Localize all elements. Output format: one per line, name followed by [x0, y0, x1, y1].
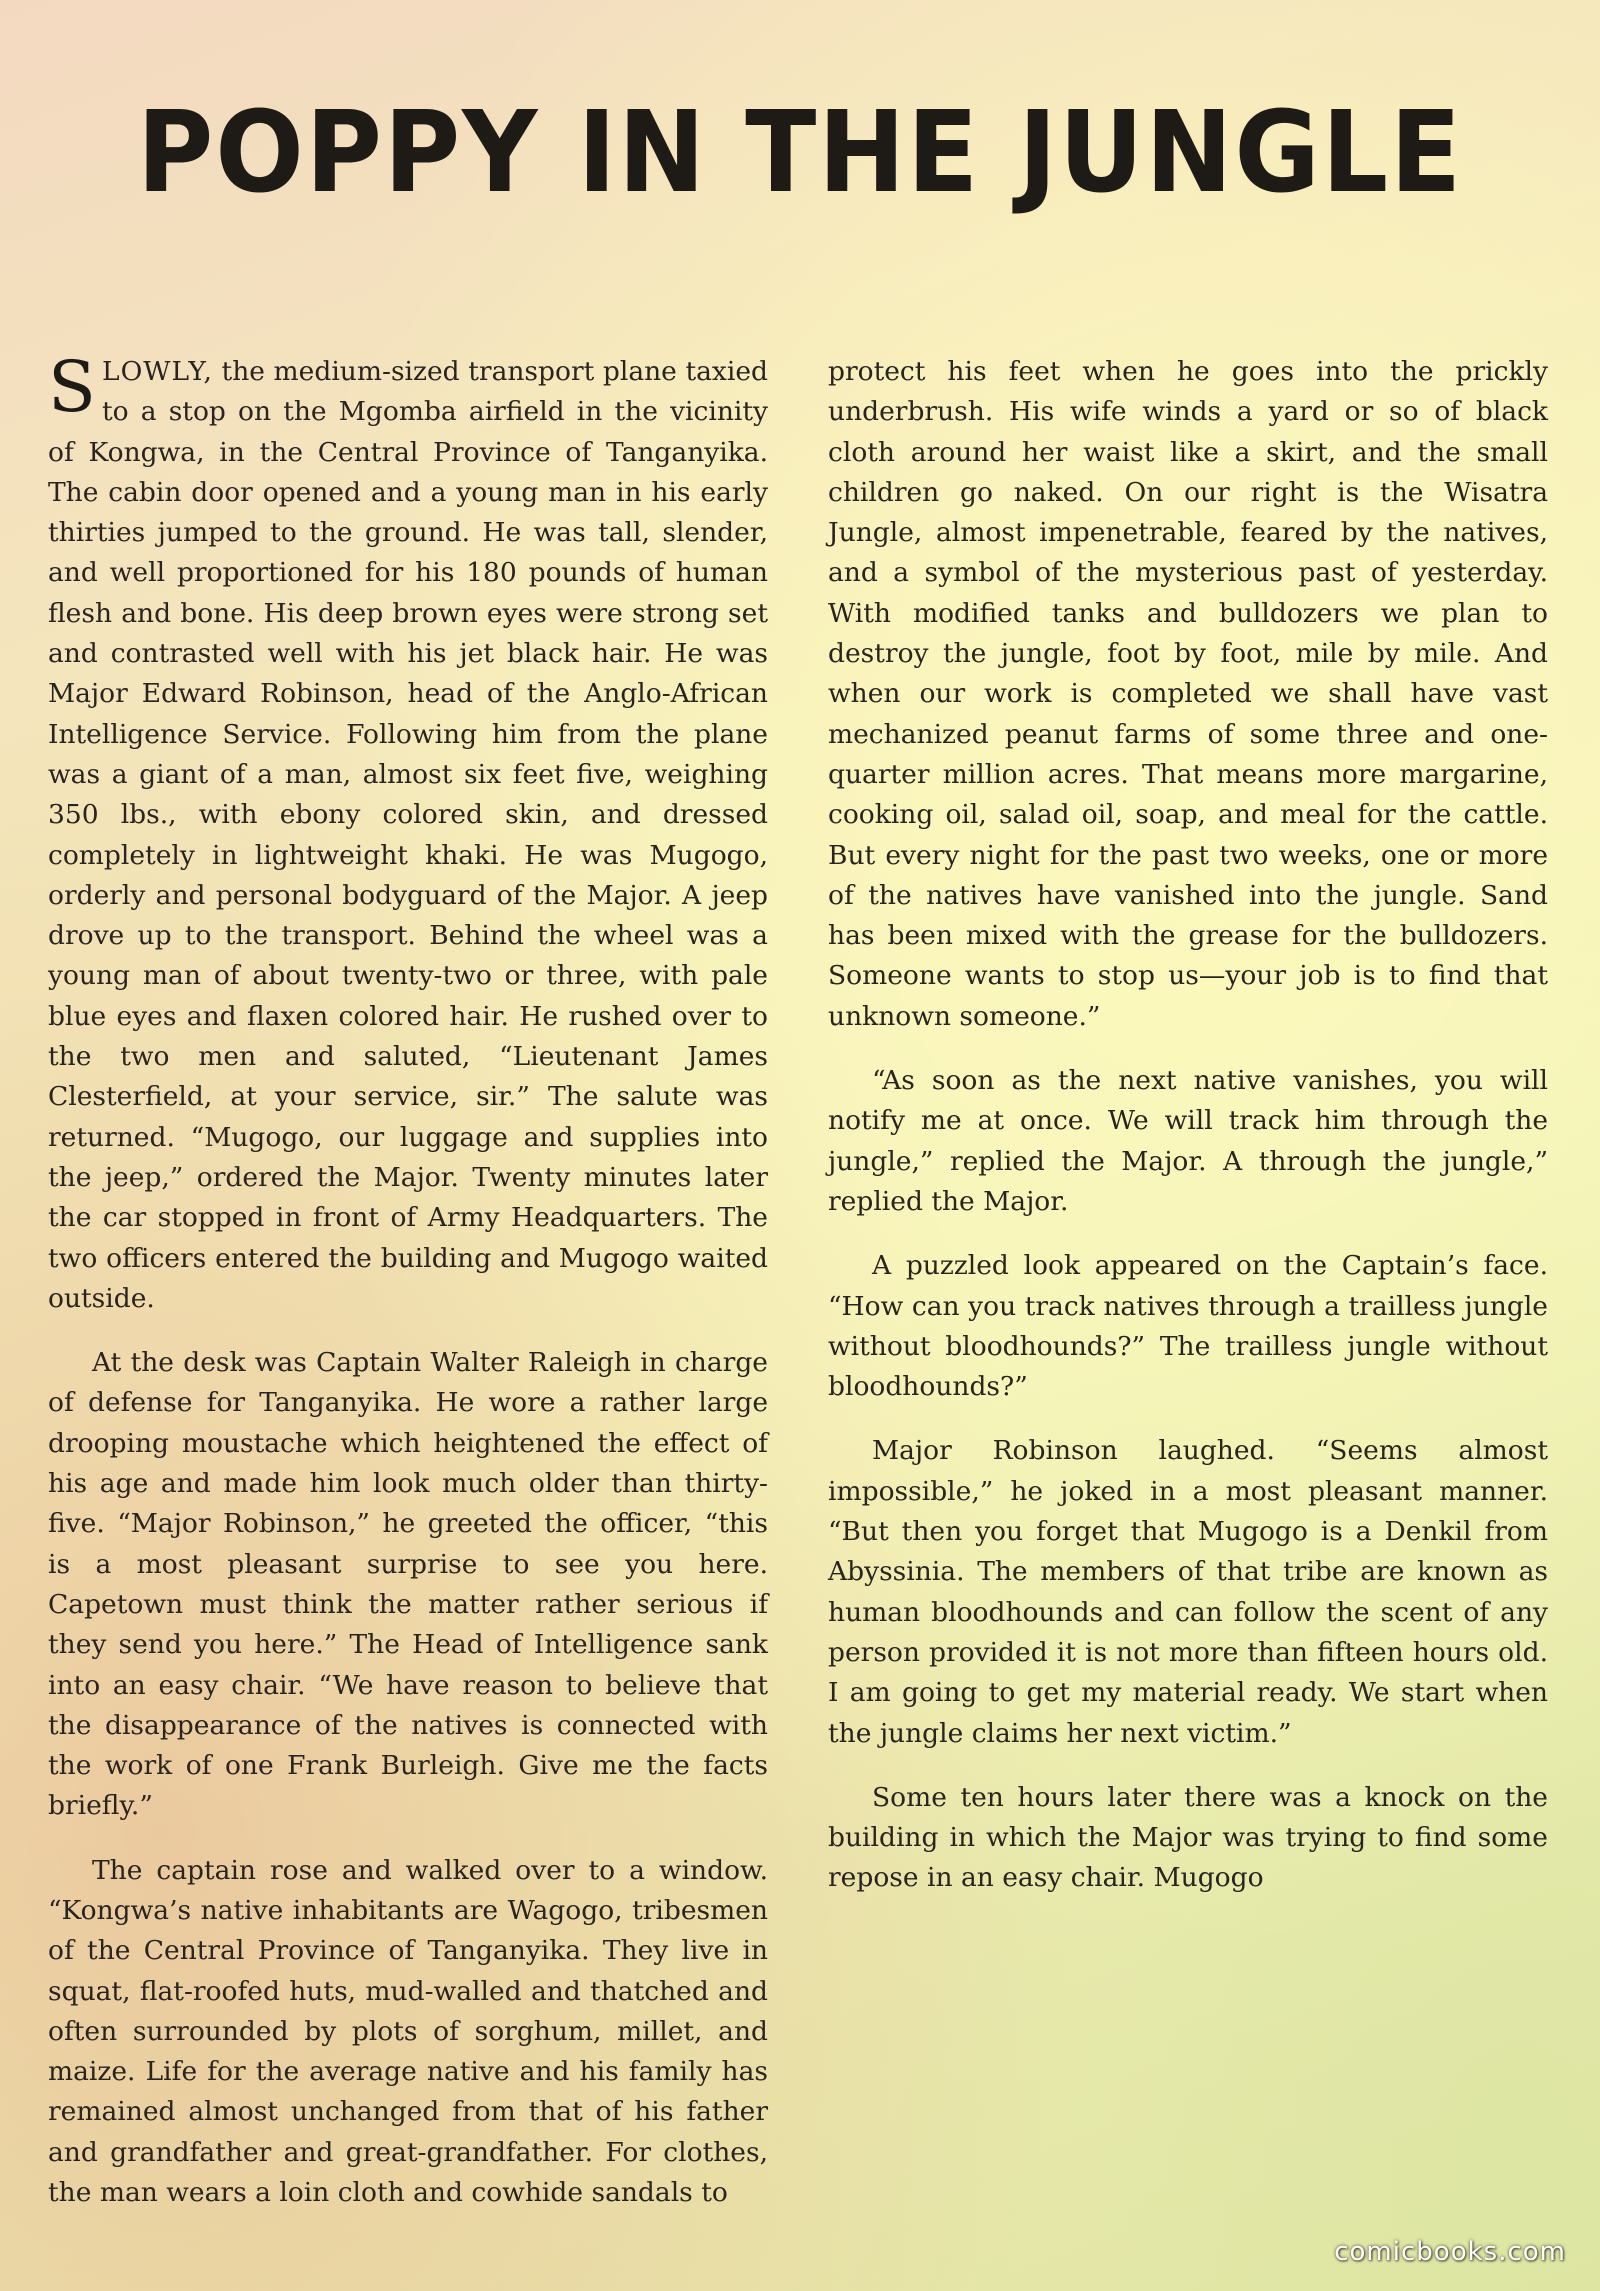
story-paragraph-3: The captain rose and walked over to a window. “Kongwa’s native inhabitants are Wagogo, tribesmen of the Central Province of Tanganyika. They live in squat, flat-roofed huts, mud-walled and thatched and often surrounded by plots of sorghum, millet, and maize. Life for the average native and his family has remained almost unchanged from that of his father and grandfather and great-grandfather. For clothes, the man wears a loin cloth and cowhide sandals to: [48, 1854, 768, 2209]
story-title: POPPY IN THE JUNGLE: [137, 88, 1463, 218]
story-paragraph-4: “As soon as the next native vanishes, you will notify me at once. We will track him through the jungle,” replied the Major. A through the jungle,” replied the Major.: [828, 1065, 1548, 1217]
site-watermark: comicbooks.com: [1334, 2237, 1566, 2267]
story-paragraph-1: [48, 346, 768, 1319]
story-paragraph-6: Major Robinson laughed. “Seems almost impossible,” he joked in a most pleasant manner. “But then you forget that Mugogo is a Denkil from Abyssinia. The members of that tribe are known as human bloodhounds and can follow the scent of any person provided it is not more than fifteen hours old. I am going to get my material ready. We start when the jungle claims her next victim.”: [828, 1435, 1548, 1749]
drop-cap: S: [48, 346, 96, 428]
lead-caps: LOWLY,: [101, 356, 213, 387]
story-paragraph-7: Some ten hours later there was a knock on the building in which the Major was trying to find some repose in an easy chair. Mugogo: [828, 1781, 1548, 1894]
story-paragraph-2: At the desk was Captain Walter Raleigh in charge of defense for Tanganyika. He wore a rather large drooping moustache which heightened the effect of his age and made him look much older than thirty-five. “Major Robinson,” he greeted the officer, “this is a most pleasant surprise to see you here. Capetown must think the matter rather serious if they send you here.” The Head of Intelligence sank into an easy chair. “We have reason to believe that the disappearance of the natives is connected with the work of one Frank Burleigh. Give me the facts briefly.”: [48, 1347, 768, 1822]
story-paragraph-5: A puzzled look appeared on the Captain’s face. “How can you track natives through a trailless jungle without bloodhounds?” The trailless jungle without bloodhounds?”: [828, 1250, 1548, 1403]
story-paragraph-3-continued: protect his feet when he goes into the prickly underbrush. His wife winds a yard or so of black cloth around her waist like a skirt, and the small children go naked. On our right is the Wisatra Jungle, almost impenetrable, feared by the natives, and a symbol of the mysterious past of yesterday. With modified tanks and bulldozers we plan to destroy the jungle, foot by foot, mile by mile. And when our work is completed we shall have vast mechanized peanut farms of some three and one-quarter million acres. That means more margarine, cooking oil, salad oil, soap, and meal for the cattle. But every night for the past two weeks, one or more of the natives have vanished into the jungle. Sand has been mixed with the grease for the bulldozers. Someone wants to stop us—your job is to find that unknown someone.”: [828, 356, 1548, 1032]
text-column-right: [828, 352, 1548, 1923]
paragraph-1-text: the medium-sized transport plane taxied to a stop on the Mgomba airfield in the vicinity of Kongwa, in the Central Province of Tanganyika. The cabin door opened and a young man in his early thirties jumped to the ground. He was tall, slender, and well proportioned for his 180 pounds of human flesh and bone. His deep brown eyes were strong set and contrasted well with his jet black hair. He was Major Edward Robinson, head of the Anglo-African Intelligence Service. Following him from the plane was a giant of a man, almost six feet five, weighing 350 lbs., with ebony colored skin, and dressed completely in lightweight khaki. He was Mugogo, orderly and personal bodyguard of the Major. A jeep drove up to the transport. Behind the wheel was a young man of about twenty-two or three, with pale blue eyes and flaxen colored hair. He rushed over to the two men and saluted, “Lieutenant James Clesterfield, at your service, sir.” The salute was returned. “Mugogo, our luggage and supplies into the jeep,” ordered the Major. Twenty minutes later the car stopped in front of Army Headquarters. The two officers entered the building and Mugogo waited outside.: [48, 356, 768, 1314]
text-column-left: [48, 346, 768, 2237]
